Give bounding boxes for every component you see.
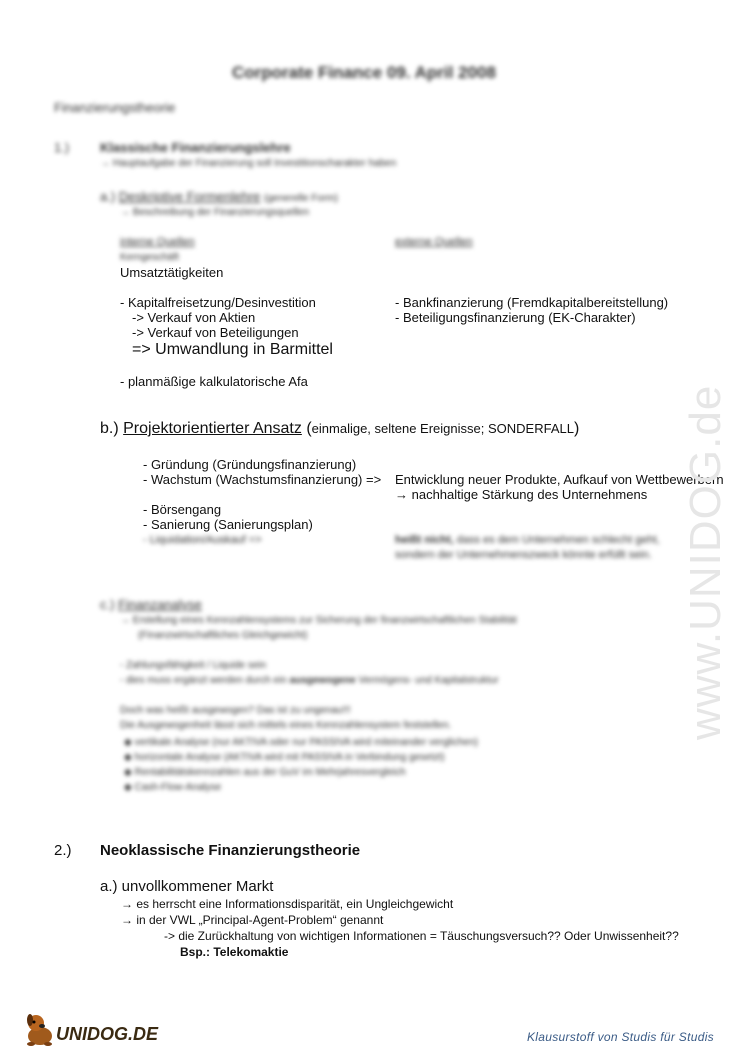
section1-number: 1.) xyxy=(54,140,70,155)
b-item-4: - Liquidation/Auskauf => xyxy=(143,534,262,546)
c-bullet-0-text: vertikale Analyse (nur AKTIVA oder nur PASSIVA wird miteinander verglichen) xyxy=(134,737,478,748)
b-right-3-bold: heißt nicht, xyxy=(395,534,454,546)
c-bullet-1-text: horizontale Analyse (AKTIVA wird mit PASSIVA in Verbindung gesetzt) xyxy=(134,752,445,763)
c-arrow-1b: (Finanzwirtschaftliches Gleichgewicht) xyxy=(138,630,308,641)
c-line-2a: - dies muss ergänzt werden durch ein xyxy=(120,675,290,686)
left-item-6: - planmäßige kalkulatorische Afa xyxy=(120,374,308,389)
dog-logo-icon xyxy=(22,1010,58,1048)
section1b-paren-close: ) xyxy=(573,420,580,437)
left-item-5: => Umwandlung in Barmittel xyxy=(132,341,333,358)
bullet-icon: ◆ xyxy=(124,782,135,793)
b-right-2: → nachhaltige Stärkung des Unternehmens xyxy=(395,487,648,502)
section1a-heading xyxy=(100,189,338,204)
section1a-title: Deskriptive Formenlehre xyxy=(118,189,261,204)
c-question-1: Doch was heißt ausgewogen? Das ist zu ungenau!!! xyxy=(120,705,351,716)
section2a-heading: a.) unvollkommener Markt xyxy=(100,878,274,895)
right-item-0: - Bankfinanzierung (Fremdkapitalbereitstellung) xyxy=(395,295,669,310)
col-left-header: interne Quellen xyxy=(120,236,195,248)
c-bullet-3-text: Cash-Flow-Analyse xyxy=(134,782,222,793)
section2-arrow-1: → es herrscht eine Informationsdisparität, ein Ungleichgewicht xyxy=(121,897,454,911)
left-item-0: Kerngeschäft xyxy=(120,252,179,263)
left-item-3: -> Verkauf von Aktien xyxy=(132,310,256,325)
section1a-label: a.) xyxy=(100,189,119,204)
b-right-4: sondern der Unternehmenszweck könnte erfüllt sein. xyxy=(395,549,652,561)
b-right-3-text: dass es dem Unternehmen schlecht geht, xyxy=(453,534,660,546)
section1c-title: Finanzanalyse xyxy=(118,597,202,612)
c-line-2 xyxy=(120,675,499,686)
bullet-icon: ◆ xyxy=(124,767,135,778)
section2-heading: Neoklassische Finanzierungstheorie xyxy=(100,842,361,859)
c-bullet-3 xyxy=(124,782,221,793)
section2-example: Bsp.: Telekomaktie xyxy=(180,945,289,959)
section2-line-3: -> die Zurückhaltung von wichtigen Informationen = Täuschungsversuch?? Oder Unwissenheit?? xyxy=(164,929,679,943)
c-question-2: Die Ausgewogenheit lässt sich mittels eines Kennzahlensystem feststellen. xyxy=(120,720,452,731)
footer-tagline: Klausurstoff von Studis für Studis xyxy=(527,1030,714,1044)
bullet-icon: ◆ xyxy=(124,752,135,763)
col-right-header: externe Quellen xyxy=(395,236,473,248)
c-bullet-1 xyxy=(124,752,445,763)
c-line-2b: ausgewogene xyxy=(289,675,356,686)
subject-label: Finanzierungstheorie xyxy=(54,100,176,115)
section2-arrow-2: → in der VWL „Principal-Agent-Problem“ genannt xyxy=(121,913,384,927)
footer-logo xyxy=(22,1010,162,1050)
watermark xyxy=(681,260,750,760)
section1a-note: (generelle Form) xyxy=(264,193,338,204)
watermark-text: www.UNIDOG.de xyxy=(681,384,730,740)
section1a-arrow: → Beschreibung der Finanzierungsquellen xyxy=(120,207,310,218)
b-item-0: - Gründung (Gründungsfinanzierung) xyxy=(143,457,357,472)
section1c-heading xyxy=(100,597,202,612)
page-title: Corporate Finance 09. April 2008 xyxy=(232,63,496,82)
b-right-1: Entwicklung neuer Produkte, Aufkauf von Wettbewerbern xyxy=(395,472,724,487)
c-bullet-2-text: Rentabilitätskennzahlen aus der GuV im Mehrjahresvergleich xyxy=(134,767,406,778)
c-bullet-0 xyxy=(124,737,478,748)
right-item-1: - Beteiligungsfinanzierung (EK-Charakter) xyxy=(395,310,636,325)
c-line-2c: Vermögens- und Kapitalstruktur xyxy=(355,675,499,686)
section1-heading: Klassische Finanzierungslehre xyxy=(100,140,291,155)
section1-arrow: → Hauptaufgabe der Finanzierung soll Investitionscharakter haben xyxy=(100,158,397,169)
bullet-icon: ◆ xyxy=(124,737,135,748)
section1b-paren-open: ( xyxy=(301,420,312,437)
left-item-2: - Kapitalfreisetzung/Desinvestition xyxy=(120,295,316,310)
b-item-2: - Börsengang xyxy=(143,502,222,517)
b-item-1: - Wachstum (Wachstumsfinanzierung) => xyxy=(143,472,382,487)
section2-number: 2.) xyxy=(54,842,72,859)
b-right-3 xyxy=(395,534,660,546)
c-bullet-2 xyxy=(124,767,406,778)
left-item-1: Umsatztätigkeiten xyxy=(120,265,224,280)
section1b-title: Projektorientierter Ansatz xyxy=(123,420,302,437)
section1b-note: einmalige, seltene Ereignisse; SONDERFALL xyxy=(311,421,574,436)
section1b-heading xyxy=(100,420,579,438)
section1b-label: b.) xyxy=(100,420,124,437)
b-item-3: - Sanierung (Sanierungsplan) xyxy=(143,517,313,532)
logo-text: UNIDOG.DE xyxy=(56,1024,159,1044)
section1c-label: c.) xyxy=(100,597,119,612)
left-item-4: -> Verkauf von Beteiligungen xyxy=(132,325,299,340)
c-line-1: - Zahlungsfähigkeit / Liquide sein xyxy=(120,660,267,671)
c-arrow-1: → Erstellung eines Kennzahlensystems zur Sicherung der finanzwirtschaftlichen Stabilität xyxy=(120,615,517,626)
